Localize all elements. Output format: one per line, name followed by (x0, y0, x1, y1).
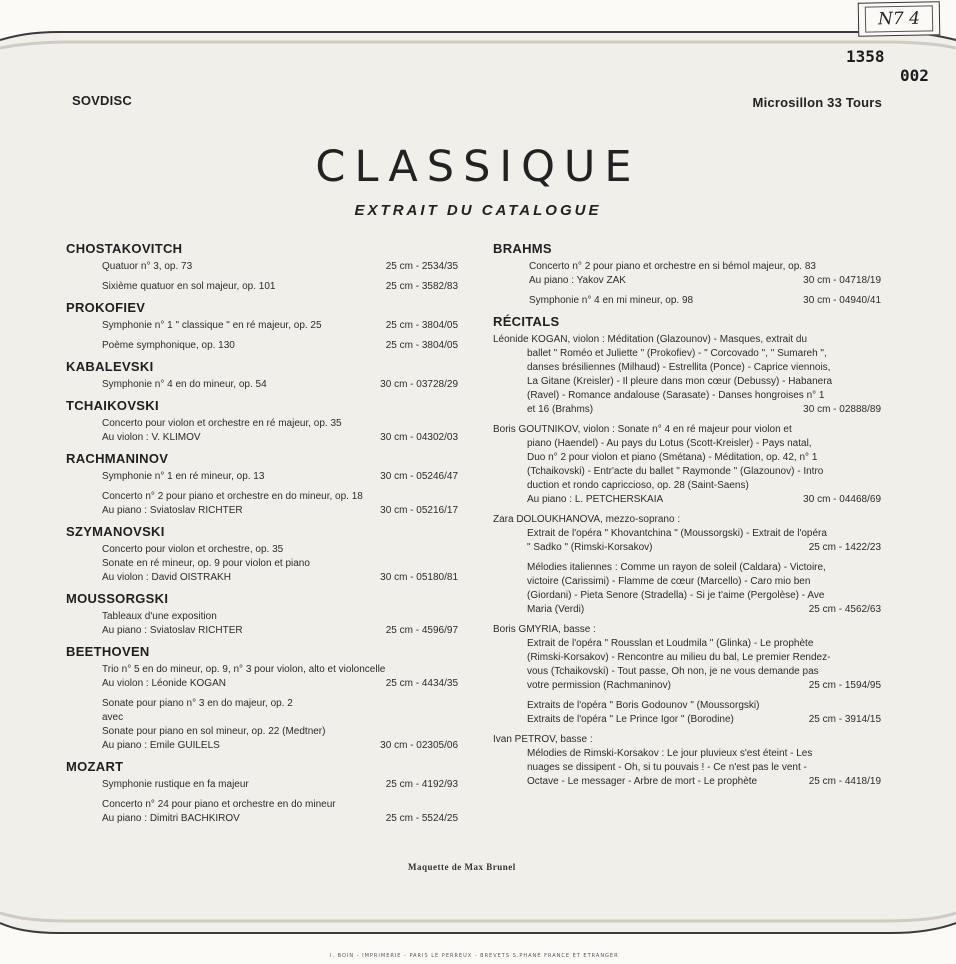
entry-line: victoire (Carissimi) - Flamme de cœur (Marcello) - Caro mio ben (527, 576, 811, 587)
entry-line: Symphonie n° 1 " classique " en ré majeur, op. 25 (102, 320, 322, 331)
page-subtitle: EXTRAIT DU CATALOGUE (354, 202, 602, 219)
entry-line: Concerto n° 24 pour piano et orchestre en do mineur (102, 799, 336, 810)
entry-line: Trio n° 5 en do mineur, op. 9, n° 3 pour violon, alto et violoncelle (102, 664, 386, 675)
catalog-entry (66, 697, 458, 753)
entry-line: Extraits de l'opéra " Boris Godounov " (Moussorgski) (527, 700, 760, 711)
composer-heading: BEETHOVEN (66, 644, 150, 659)
catalog-reference: 30 cm - 04468/69 (803, 494, 881, 505)
right-catalog-column (493, 241, 881, 795)
catalog-entry (493, 260, 881, 288)
entry-line: (Ravel) - Romance andalouse (Sarasate) - Danses hongroises n° 1 (527, 390, 825, 401)
page-title: CLASSIQUE (315, 142, 641, 192)
entry-line: Au piano : L. PETCHERSKAIA (527, 494, 664, 505)
entry-line: Concerto pour violon et orchestre, op. 35 (102, 544, 284, 555)
stamp-number-1: 1358 (846, 47, 885, 66)
catalog-reference: 25 cm - 1594/95 (808, 680, 881, 691)
entry-line: Duo n° 2 pour violon et piano (Smétana) - Méditation, op. 42, n° 1 (527, 452, 818, 463)
catalog-reference: 25 cm - 4192/93 (385, 779, 458, 790)
entry-line: Symphonie n° 4 en mi mineur, op. 98 (529, 295, 694, 306)
catalog-entry (493, 623, 881, 693)
catalog-reference: 30 cm - 04718/19 (803, 275, 881, 286)
catalog-entry (66, 280, 458, 294)
catalog-reference: 25 cm - 4562/63 (808, 604, 881, 615)
catalog-entry (493, 423, 881, 507)
composer-heading: CHOSTAKOVITCH (66, 241, 183, 256)
entry-line: Concerto n° 2 pour piano et orchestre en si bémol majeur, op. 83 (529, 261, 816, 272)
stamp-number-2: 002 (900, 66, 929, 85)
composer-heading: RACHMANINOV (66, 451, 169, 466)
entry-line: avec (102, 712, 124, 723)
catalog-reference: 25 cm - 4596/97 (385, 625, 458, 636)
entry-line: Symphonie rustique en fa majeur (102, 779, 249, 790)
catalog-reference: 30 cm - 02305/06 (380, 740, 458, 751)
entry-line: Sonate pour piano en sol mineur, op. 22 (Medtner) (102, 726, 326, 737)
composer-heading: PROKOFIEV (66, 300, 146, 315)
entry-line: Ivan PETROV, basse : (493, 734, 593, 745)
entry-line: (Tchaikovski) - Entr'acte du ballet " Raymonde " (Glazounov) - Intro (527, 466, 824, 477)
entry-line: Au violon : Léonide KOGAN (102, 678, 226, 689)
entry-line: Au piano : Yakov ZAK (529, 275, 626, 286)
entry-line: Mélodies de Rimski-Korsakov : Le jour pluvieux s'est éteint - Les (527, 748, 813, 759)
entry-line: Symphonie n° 4 en do mineur, op. 54 (102, 379, 267, 390)
sleeve-top-edge (0, 0, 956, 52)
composer-heading: MOUSSORGSKI (66, 591, 169, 606)
catalog-entry (493, 513, 881, 555)
catalog-reference: 25 cm - 3804/05 (385, 340, 458, 351)
entry-line: (Rimski-Korsakov) - Rencontre au milieu du bal, Le premier Rendez- (527, 652, 831, 663)
entry-line: Au piano : Sviatoslav RICHTER (102, 625, 243, 636)
entry-line: votre permission (Rachmaninov) (527, 680, 671, 691)
entry-line: Symphonie n° 1 en ré mineur, op. 13 (102, 471, 265, 482)
catalog-reference: 30 cm - 05246/47 (380, 471, 458, 482)
entry-line: Tableaux d'une exposition (102, 611, 217, 622)
entry-line: vous (Tchaikovski) - Tout passe, Oh non, je ne vous demande pas (527, 666, 819, 677)
format-label: Microsillon 33 Tours (752, 95, 882, 110)
entry-line: Au piano : Dimitri BACHKIROV (102, 813, 240, 824)
catalog-reference: 25 cm - 1422/23 (808, 542, 881, 553)
catalog-reference: 25 cm - 3804/05 (385, 320, 458, 331)
entry-line: Au violon : V. KLIMOV (102, 432, 201, 443)
entry-line: Sixième quatuor en sol majeur, op. 101 (102, 281, 276, 292)
catalog-reference: 25 cm - 4418/19 (808, 776, 881, 787)
entry-line: ballet " Roméo et Juliette " (Prokofiev) - " Corcovado ", " Sumareh ", (527, 348, 827, 359)
composer-heading: RÉCITALS (493, 314, 560, 329)
catalog-reference: 30 cm - 05180/81 (380, 572, 458, 583)
entry-line: danses brésiliennes (Milhaud) - Estrellita (Ponce) - Caprice viennois, (527, 362, 831, 373)
catalog-entry (66, 339, 458, 353)
catalog-entry (493, 333, 881, 417)
catalog-sticker (858, 1, 941, 36)
composer-heading: BRAHMS (493, 241, 552, 256)
left-catalog-column (66, 241, 458, 832)
design-credit: Maquette de Max Brunel (408, 862, 516, 872)
catalog-entry (66, 778, 458, 792)
entry-line: Sonate pour piano n° 3 en do majeur, op. 2 (102, 698, 293, 709)
catalog-entry (493, 561, 881, 617)
catalog-entry (493, 733, 881, 789)
entry-line: et 16 (Brahms) (527, 404, 594, 415)
entry-line: Octave - Le messager - Arbre de mort - Le prophète (527, 776, 758, 787)
entry-line: Maria (Verdi) (527, 604, 585, 615)
catalog-sticker-text: N7 4 (865, 5, 933, 32)
catalog-entry (66, 663, 458, 691)
catalog-entry (66, 417, 458, 445)
entry-line: Au violon : David OISTRAKH (102, 572, 231, 583)
catalog-reference: 30 cm - 03728/29 (380, 379, 458, 390)
entry-line: Au piano : Emile GUILELS (102, 740, 220, 751)
entry-line: Extrait de l'opéra " Khovantchina " (Moussorgski) - Extrait de l'opéra (527, 528, 827, 539)
entry-line: Concerto pour violon et orchestre en ré majeur, op. 35 (102, 418, 342, 429)
catalog-entry (66, 798, 458, 826)
catalog-reference: 30 cm - 02888/89 (803, 404, 881, 415)
entry-line: (Giordani) - Pieta Senore (Stradella) - Si je t'aime (Pergolèse) - Ave (527, 590, 825, 601)
catalog-entry (66, 543, 458, 585)
composer-heading: TCHAIKOVSKI (66, 398, 159, 413)
printer-line: I. BOIN - IMPRIMERIE - PARIS LE PERREUX - BREVETS S.PHANE FRANCE ET ETRANGER (330, 953, 619, 959)
catalog-entry (66, 470, 458, 484)
catalog-reference: 25 cm - 4434/35 (385, 678, 458, 689)
entry-line: nuages se dissipent - Oh, si tu pouvais ! - Ce n'est pas le vent - (527, 762, 807, 773)
entry-line: Boris GMYRIA, basse : (493, 624, 596, 635)
catalog-entry (66, 378, 458, 392)
catalog-reference: 30 cm - 04940/41 (803, 295, 881, 306)
entry-line: Extraits de l'opéra " Le Prince Igor " (Borodine) (527, 714, 734, 725)
entry-line: duction et rondo capriccioso, op. 28 (Saint-Saens) (527, 480, 749, 491)
entry-line: La Gitane (Kreisler) - Il pleure dans mon cœur (Debussy) - Habanera (527, 376, 833, 387)
catalog-reference: 25 cm - 2534/35 (385, 261, 458, 272)
entry-line: Poème symphonique, op. 130 (102, 340, 235, 351)
entry-line: " Sadko " (Rimski-Korsakov) (527, 542, 653, 553)
composer-heading: MOZART (66, 759, 124, 774)
catalog-entry (66, 610, 458, 638)
catalog-entry (493, 699, 881, 727)
catalog-entry (66, 260, 458, 274)
composer-heading: KABALEVSKI (66, 359, 154, 374)
entry-line: Extrait de l'opéra " Rousslan et Loudmila " (Glinka) - Le prophète (527, 638, 814, 649)
entry-line: Sonate en ré mineur, op. 9 pour violon et piano (102, 558, 310, 569)
catalog-entry (493, 294, 881, 308)
entry-line: Concerto n° 2 pour piano et orchestre en do mineur, op. 18 (102, 491, 363, 502)
catalog-reference: 30 cm - 04302/03 (380, 432, 458, 443)
catalog-reference: 25 cm - 3582/83 (385, 281, 458, 292)
entry-line: Quatuor n° 3, op. 73 (102, 261, 193, 272)
entry-line: Mélodies italiennes : Comme un rayon de soleil (Caldara) - Victoire, (527, 562, 826, 573)
entry-line: Léonide KOGAN, violon : Méditation (Glazounov) - Masques, extrait du (493, 334, 808, 345)
catalog-entry (66, 319, 458, 333)
entry-line: Boris GOUTNIKOV, violon : Sonate n° 4 en ré majeur pour violon et (493, 424, 792, 435)
catalog-reference: 25 cm - 5524/25 (385, 813, 458, 824)
entry-line: Au piano : Sviatoslav RICHTER (102, 505, 243, 516)
catalog-entry (66, 490, 458, 518)
label-name: SOVDISC (72, 93, 132, 108)
entry-line: Zara DOLOUKHANOVA, mezzo-soprano : (493, 514, 681, 525)
catalog-reference: 30 cm - 05216/17 (380, 505, 458, 516)
entry-line: piano (Haendel) - Au pays du Lotus (Scott-Kreisler) - Pays natal, (527, 438, 812, 449)
composer-heading: SZYMANOVSKI (66, 524, 165, 539)
catalog-reference: 25 cm - 3914/15 (808, 714, 881, 725)
